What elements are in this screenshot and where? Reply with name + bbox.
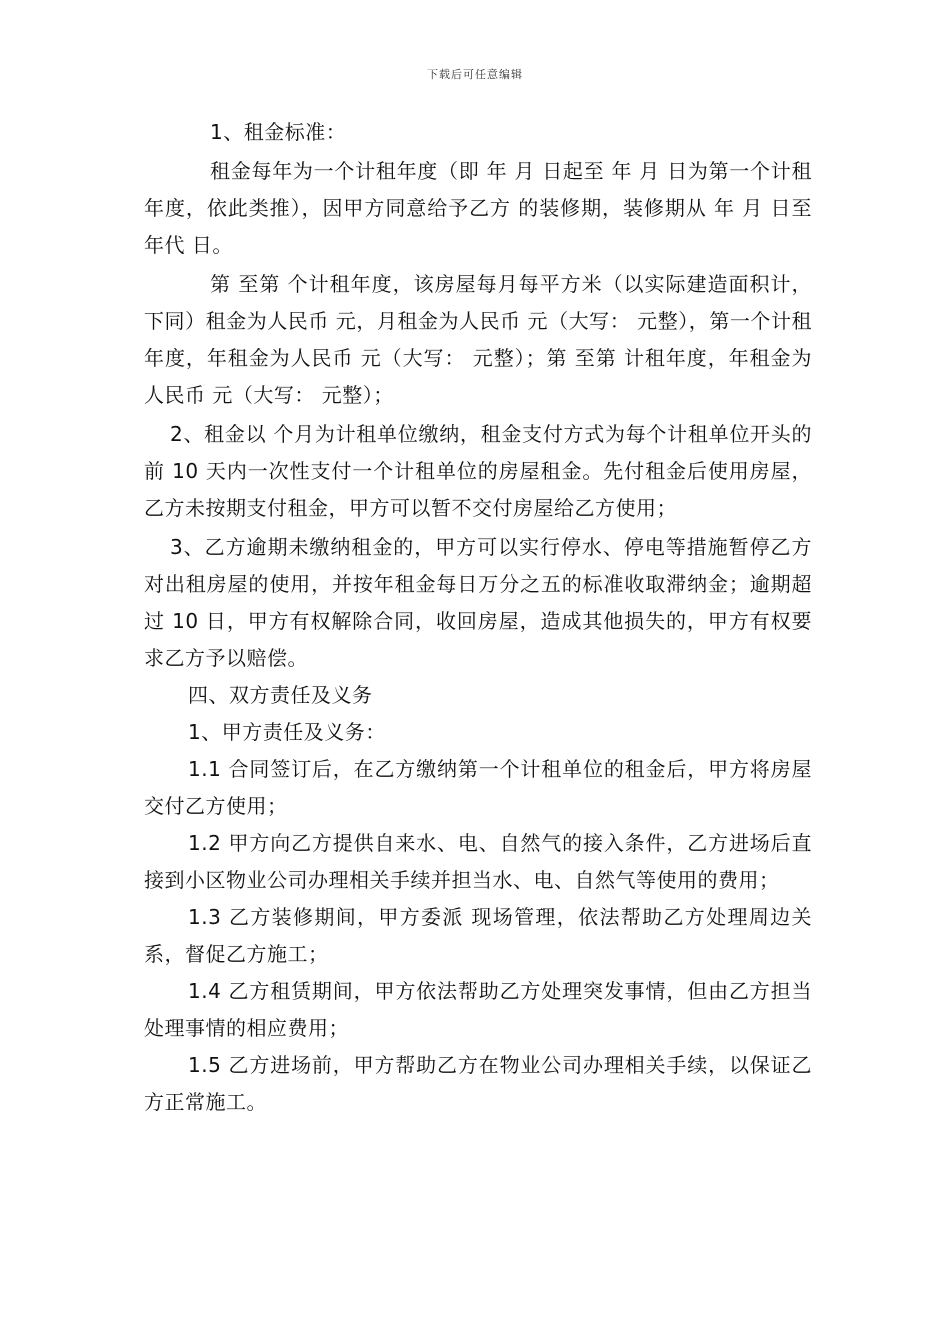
clause-1-2: 1.2 甲方向乙方提供自来水、电、自然气的接入条件，乙方进场后直接到小区物业公司办理相关手续并担当水、电、自然气等使用的费用； bbox=[144, 831, 812, 892]
section-heading-responsibilities: 四、双方责任及义务 bbox=[188, 683, 373, 707]
paragraph-rent-year: 租金每年为一个计租年度（即 年 月 日起至 年 月 日为第一个计租年度，依此类推），因甲方同意给予乙方 的装修期，装修期从 年 月 日至 年代 日。 bbox=[144, 159, 812, 257]
paragraph-payment-method: 2、租金以 个月为计租单位缴纳，租金支付方式为每个计租单位开头的前 10 天内一次性支付一个计租单位的房屋租金。先付租金后使用房屋，乙方未按期支付租金，甲方可以暂不交付房屋给乙方使用； bbox=[144, 422, 812, 520]
paragraph-late-payment: 3、乙方逾期未缴纳租金的，甲方可以实行停水、停电等措施暂停乙方对出租房屋的使用，并按年租金每日万分之五的标准收取滞纳金；逾期超过 10 日，甲方有权解除合同，收回房屋，造成其他损失的，甲方有权要求乙方予以赔偿。 bbox=[144, 535, 812, 670]
header-note: 下载后可任意编辑 bbox=[427, 68, 523, 81]
paragraph-rent-standard-heading: 1、租金标准： bbox=[210, 120, 347, 144]
clause-1-4: 1.4 乙方租赁期间，甲方依法帮助乙方处理突发事情，但由乙方担当处理事情的相应费用； bbox=[144, 979, 812, 1040]
clause-1-3: 1.3 乙方装修期间，甲方委派 现场管理，依法帮助乙方处理周边关系，督促乙方施工； bbox=[144, 905, 812, 966]
paragraph-rent-amount: 第 至第 个计租年度，该房屋每月每平方米（以实际建造面积计，下同）租金为人民币 元，月租金为人民币 元（大写： 元整），第一个计租年度，年租金为人民币 元（大写： 元整）；第 至第 计租年度，年租金为人民币 元（大写： 元整）； bbox=[144, 272, 812, 407]
clause-1-1: 1.1 合同签订后，在乙方缴纳第一个计租单位的租金后，甲方将房屋交付乙方使用； bbox=[144, 757, 812, 818]
subsection-heading-party-a: 1、甲方责任及义务： bbox=[188, 720, 386, 744]
clause-1-5: 1.5 乙方进场前，甲方帮助乙方在物业公司办理相关手续，以保证乙方正常施工。 bbox=[144, 1053, 812, 1114]
document-body bbox=[144, 114, 812, 1121]
